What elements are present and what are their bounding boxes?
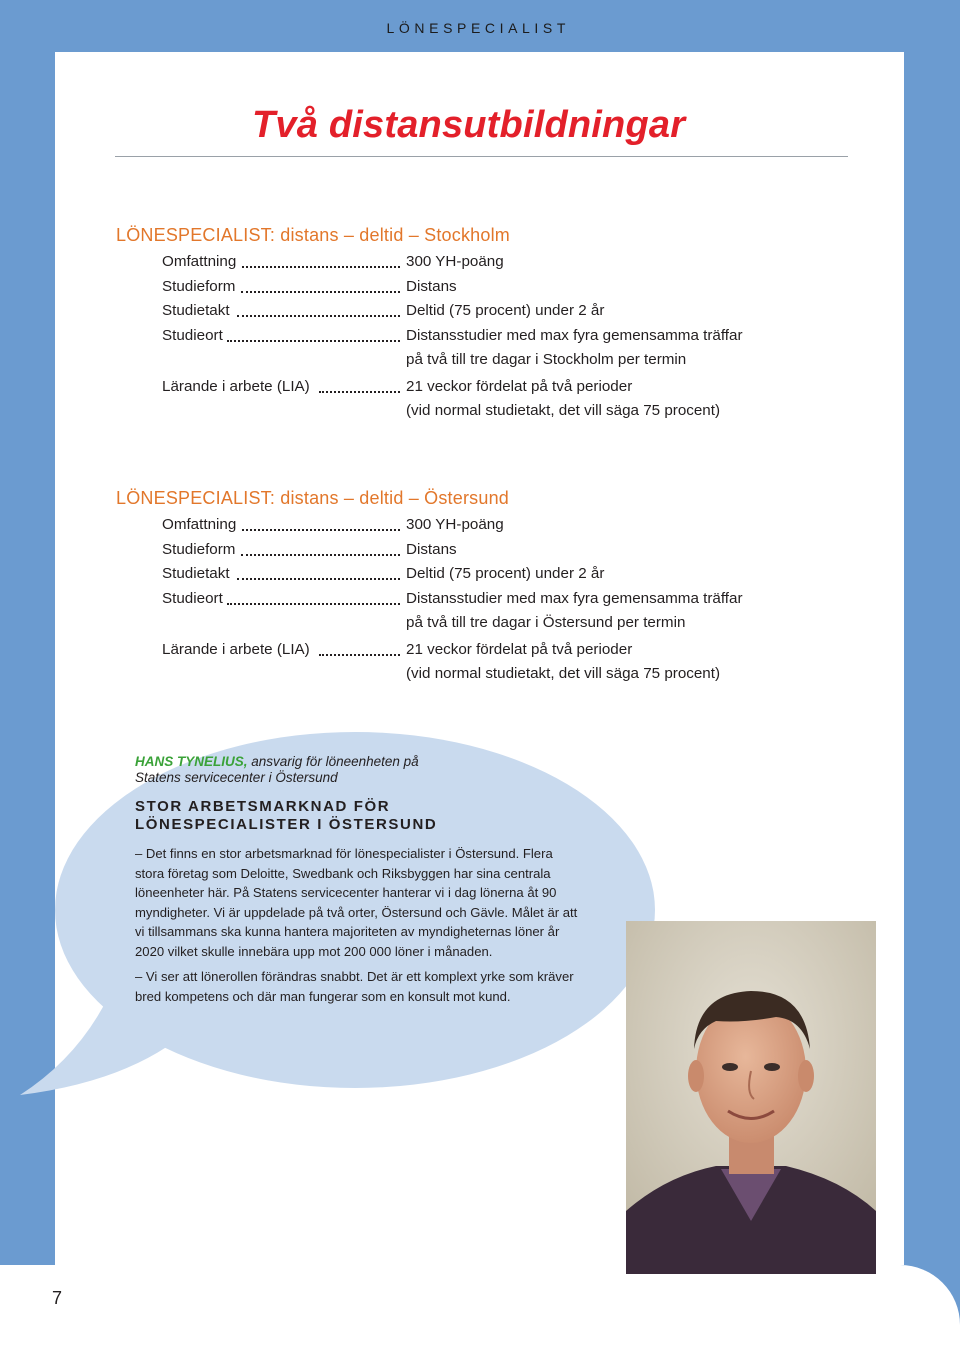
person-name: HANS TYNELIUS, [135,754,248,769]
fact-label: Omfattning [162,253,237,270]
right-ear [798,1060,814,1092]
dot-leader [319,654,400,656]
fact-value-line: Distansstudier med max fyra gemensamma träffar [406,326,743,344]
fact-value: 300 YH-poäng [406,253,504,270]
fact-label: Studieform [162,540,236,558]
person-credit [135,754,585,786]
right-eye [764,1063,780,1071]
person-role: Statens servicecenter i Östersund [135,770,338,785]
fact-row [116,587,816,636]
fact-row [116,562,816,587]
fact-label: Lärande i arbete (LIA) [162,640,310,658]
fact-row [116,538,816,563]
fact-row [116,638,816,687]
portrait-illustration [626,921,876,1274]
fact-value: Deltid (75 procent) under 2 år [406,302,605,319]
dot-leader [237,315,400,317]
fact-value: Distans [406,540,457,558]
quote-paragraph: – Vi ser att lönerollen förändras snabbt. Det är ett komplext yrke som kräver bred kompetens och där man fungerar som en konsult mot kund. [135,969,574,1004]
portrait-photo [626,921,876,1274]
fact-value-line: på två till tre dagar i Östersund per termin [406,614,686,631]
dot-leader [242,266,400,268]
fact-value-line: på två till tre dagar i Stockholm per termin [406,351,687,368]
fact-value: 300 YH-poäng [406,516,504,533]
dot-leader [227,603,400,605]
page-number: 7 [52,1288,63,1308]
fact-value: Deltid (75 procent) under 2 år [406,565,605,582]
fact-value-line: 21 veckor fördelat på två perioder [406,640,633,658]
person-role: ansvarig för löneenheten på [251,754,419,769]
fact-value-line: (vid normal studietakt, det vill säga 75 procent) [406,402,721,419]
left-ear [688,1060,704,1092]
fact-row [116,324,816,373]
fact-value-line: Distansstudier med max fyra gemensamma träffar [406,589,743,607]
fact-value [406,638,720,687]
fact-row [116,513,816,538]
quote-body [135,844,585,1006]
fact-value [406,587,743,636]
fact-value [406,375,720,424]
dot-leader [227,340,400,342]
dot-leader [319,391,400,393]
dot-leader [241,291,400,293]
quote-paragraph: – Det finns en stor arbetsmarknad för lönespecialister i Östersund. Flera stora företag som Deloitte, Swedbank och Riksbyggen har sina centrala löneenheter här. På Statens servicecenter hanterar vi i dag lönerna åt 90 myndigheter. Vi är uppdelade på två orter, Östersund och Gävle. Målet är att vi tillsammans ska kunna hantera majoriteten av myndigheternas löner år 2020 vilket skulle innebära upp mot 200 000 löner i månaden. [135,846,578,959]
fact-row [116,375,816,424]
left-eye [722,1063,738,1071]
fact-value-line: 21 veckor fördelat på två perioder [406,377,633,395]
fact-row [116,299,816,324]
fact-value [406,324,743,373]
interview-quote [135,754,585,1012]
fact-value-line: (vid normal studietakt, det vill säga 75 procent) [406,665,721,682]
fact-label: Studieort [162,589,223,607]
running-header: LÖNESPECIALIST [386,20,570,36]
footer-band [0,1265,960,1358]
fact-label: Omfattning [162,516,237,533]
section-heading: LÖNESPECIALIST: distans – deltid – Östersund [116,488,509,508]
quote-heading-line: LÖNESPECIALISTER I ÖSTERSUND [135,816,438,833]
fact-label: Studietakt [162,302,230,319]
program-section-stockholm [116,225,816,424]
fact-label: Studieform [162,277,236,295]
fact-value: Distans [406,277,457,295]
program-section-ostersund [116,488,816,687]
fact-label: Lärande i arbete (LIA) [162,377,310,395]
title-divider [115,156,848,157]
section-heading: LÖNESPECIALIST: distans – deltid – Stockholm [116,225,510,245]
fact-row [116,250,816,275]
quote-heading [135,798,585,834]
dot-leader [242,529,400,531]
fact-label: Studietakt [162,565,230,582]
dot-leader [241,554,400,556]
quote-heading-line: STOR ARBETSMARKNAD FÖR [135,798,391,815]
fact-label: Studieort [162,326,223,344]
page-title: Två distansutbildningar [252,104,686,146]
fact-row [116,275,816,300]
dot-leader [237,578,400,580]
